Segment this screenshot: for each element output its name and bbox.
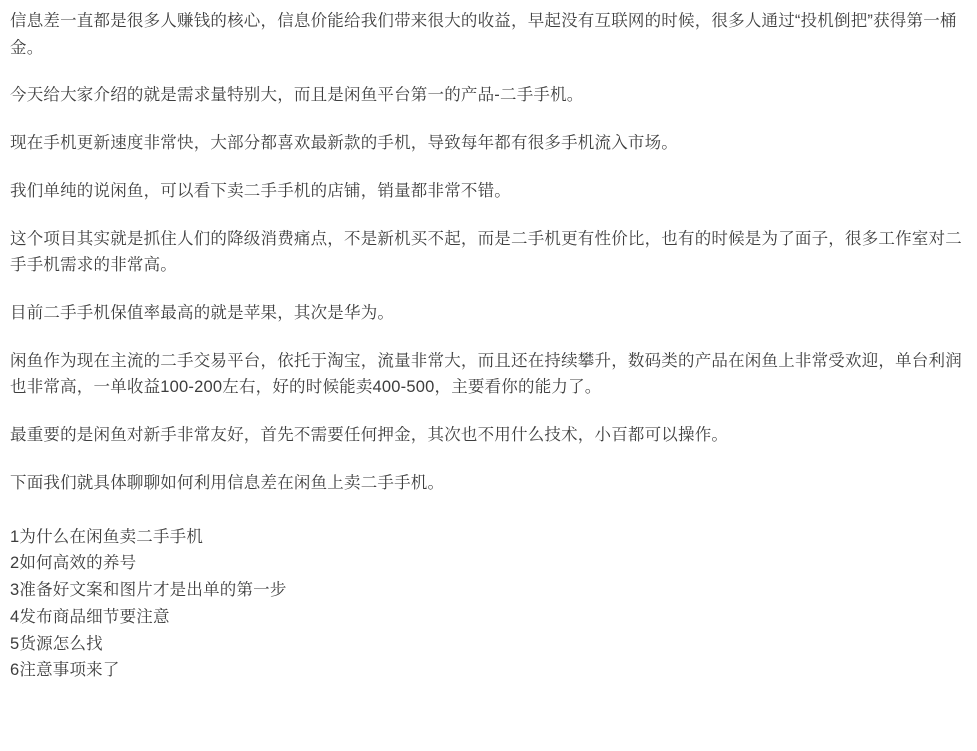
list-item: 3准备好文案和图片才是出单的第一步 [10,581,287,600]
paragraph: 现在手机更新速度非常快，大部分都喜欢最新款的手机，导致每年都有很多手机流入市场。 [10,134,678,153]
article-body [10,8,967,684]
outline-list [10,524,967,684]
paragraph: 这个项目其实就是抓住人们的降级消费痛点，不是新机买不起，而是二手机更有性价比，也有的时候是为了面子，很多工作室对二手手机需求的非常高。 [10,229,962,275]
list-item: 6注意事项来了 [10,661,120,680]
paragraph: 我们单纯的说闲鱼，可以看下卖二手手机的店铺，销量都非常不错。 [10,181,511,200]
paragraph: 今天给大家介绍的就是需求量特别大，而且是闲鱼平台第一的产品-二手手机。 [10,86,584,105]
list-item: 5货源怎么找 [10,634,103,653]
paragraph: 下面我们就具体聊聊如何利用信息差在闲鱼上卖二手手机。 [10,473,445,492]
paragraph: 目前二手手机保值率最高的就是苹果，其次是华为。 [10,304,395,323]
paragraph: 信息差一直都是很多人赚钱的核心，信息价能给我们带来很大的收益，早起没有互联网的时候，很多人通过“投机倒把”获得第一桶金。 [10,12,957,57]
list-item: 1为什么在闲鱼卖二手手机 [10,527,204,546]
paragraph: 最重要的是闲鱼对新手非常友好，首先不需要任何押金，其次也不用什么技术，小百都可以操作。 [10,426,729,445]
list-item: 2如何高效的养号 [10,554,137,573]
list-item: 4发布商品细节要注意 [10,607,170,626]
paragraph: 闲鱼作为现在主流的二手交易平台，依托于淘宝，流量非常大，而且还在持续攀升，数码类的产品在闲鱼上非常受欢迎，单台利润也非常高，一单收益100-200左右，好的时候能卖400-500，主要看你的能力了。 [10,351,962,397]
